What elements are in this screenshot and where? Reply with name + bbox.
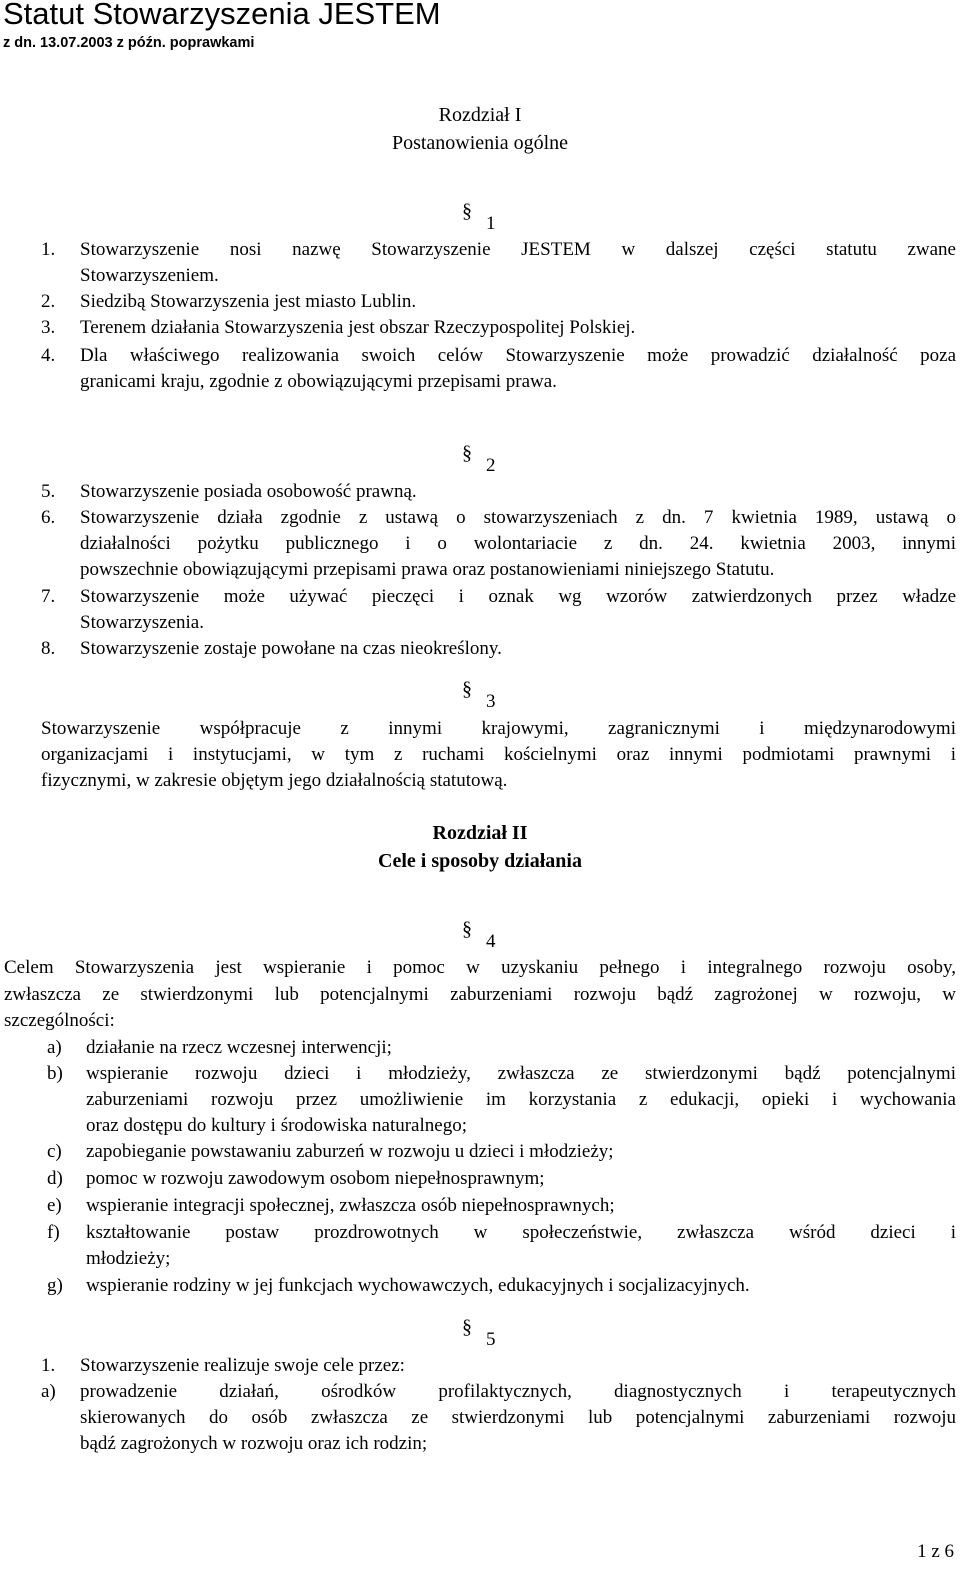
item-text-line: skierowanych do osób zwłaszcza ze stwierdzonymi lub potencjalnymi zaburzeniami rozwoju <box>80 1407 956 1428</box>
item-text-line: wspieranie integracji społecznej, zwłaszcza osób niepełnosprawnych; <box>86 1195 615 1216</box>
document-title: Statut Stowarzyszenia JESTEM <box>3 0 441 31</box>
item-number: 3. <box>41 317 56 338</box>
paragraph-line: Celem Stowarzyszenia jest wspieranie i pomoc w uzyskaniu pełnego i integralnego rozwoju osoby, <box>4 957 956 978</box>
item-number: 6. <box>41 507 56 528</box>
item-text-line: pomoc w rozwoju zawodowym osobom niepełnosprawnym; <box>86 1168 545 1189</box>
page-number: 1 z 6 <box>917 1541 954 1562</box>
section-3-heading <box>462 678 496 715</box>
document-subtitle: z dn. 13.07.2003 z późn. poprawkami <box>3 35 255 51</box>
paragraph-sign-icon: § <box>462 678 472 700</box>
section-5-heading <box>462 1316 496 1353</box>
item-text-line: Terenem działania Stowarzyszenia jest obszar Rzeczypospolitej Polskiej. <box>80 317 636 338</box>
chapter-1-label: Rozdział I <box>438 104 522 126</box>
section-number: 4 <box>486 931 496 952</box>
item-number: 4. <box>41 345 56 366</box>
chapter-2-label: Rozdział II <box>432 822 528 844</box>
paragraph-line: szczególności: <box>4 1010 115 1031</box>
chapter-1-title: Postanowienia ogólne <box>391 132 569 154</box>
item-number: 8. <box>41 638 56 659</box>
item-text-line: prowadzenie działań, ośrodków profilaktycznych, diagnostycznych i terapeutycznych <box>80 1381 956 1402</box>
item-text-line: bądź zagrożonych w rozwoju oraz ich rodzin; <box>80 1433 428 1454</box>
item-text-line: zapobieganie powstawaniu zaburzeń w rozwoju u dzieci i młodzieży; <box>86 1141 614 1162</box>
item-text-line: Stowarzyszenie realizuje swoje cele przez: <box>80 1355 405 1376</box>
item-text-line: Stowarzyszeniem. <box>80 265 219 286</box>
item-text-line: Stowarzyszenie działa zgodnie z ustawą o stowarzyszeniach z dn. 7 kwietnia 1989, ustawą o <box>80 507 956 528</box>
paragraph-sign-icon: § <box>462 200 472 222</box>
item-text-line: Siedzibą Stowarzyszenia jest miasto Lublin. <box>80 291 417 312</box>
section-2-heading <box>462 442 496 479</box>
section-number: 1 <box>486 213 496 234</box>
item-text-line: granicami kraju, zgodnie z obowiązującymi przepisami prawa. <box>80 371 557 392</box>
paragraph-sign-icon: § <box>462 442 472 464</box>
paragraph-line: zwłaszcza ze stwierdzonymi lub potencjalnymi zaburzeniami rozwoju bądź zagrożonej w rozwoju, w <box>4 984 956 1005</box>
item-letter: c) <box>47 1141 62 1162</box>
item-letter: a) <box>41 1381 56 1402</box>
chapter-2-title: Cele i sposoby działania <box>378 850 582 872</box>
item-text-line: działalności pożytku publicznego i o wolontariacie z dn. 24. kwietnia 2003, innymi <box>80 533 956 554</box>
item-letter: b) <box>47 1063 63 1084</box>
item-number: 1. <box>41 239 56 260</box>
item-text-line: zaburzeniami rozwoju przez umożliwienie im korzystania z edukacji, opieki i wychowania <box>86 1089 956 1110</box>
item-text-line: Stowarzyszenia. <box>80 612 204 633</box>
item-letter: g) <box>47 1275 63 1296</box>
item-text-line: Stowarzyszenie zostaje powołane na czas nieokreślony. <box>80 638 502 659</box>
item-number: 5. <box>41 481 56 502</box>
item-text-line: młodzieży; <box>86 1248 171 1269</box>
paragraph-line: fizycznymi, w zakresie objętym jego działalnością statutową. <box>41 770 508 791</box>
item-text-line: Stowarzyszenie nosi nazwę Stowarzyszenie JESTEM w dalszej części statutu zwane <box>80 239 956 260</box>
item-text-line: kształtowanie postaw prozdrowotnych w społeczeństwie, zwłaszcza wśród dzieci i <box>86 1222 956 1243</box>
item-text-line: Stowarzyszenie posiada osobowość prawną. <box>80 481 417 502</box>
item-number: 2. <box>41 291 56 312</box>
section-number: 2 <box>486 455 496 476</box>
section-number: 5 <box>486 1329 496 1350</box>
item-number: 1. <box>41 1355 56 1376</box>
item-letter: f) <box>47 1222 60 1243</box>
item-text-line: działanie na rzecz wczesnej interwencji; <box>86 1037 392 1058</box>
item-number: 7. <box>41 586 56 607</box>
item-letter: d) <box>47 1168 63 1189</box>
item-letter: a) <box>47 1037 62 1058</box>
paragraph-sign-icon: § <box>462 918 472 940</box>
paragraph-line: Stowarzyszenie współpracuje z innymi krajowymi, zagranicznymi i międzynarodowymi <box>41 718 956 739</box>
item-text-line: powszechnie obowiązującymi przepisami prawa oraz postanowieniami niniejszego Statutu. <box>80 559 775 580</box>
section-4-heading <box>462 918 496 955</box>
item-text-line: wspieranie rodziny w jej funkcjach wychowawczych, edukacyjnych i socjalizacyjnych. <box>86 1275 750 1296</box>
item-text-line: Stowarzyszenie może używać pieczęci i oznak wg wzorów zatwierdzonych przez władze <box>80 586 956 607</box>
item-text-line: wspieranie rozwoju dzieci i młodzieży, zwłaszcza ze stwierdzonymi bądź potencjalnymi <box>86 1063 956 1084</box>
section-number: 3 <box>486 691 496 712</box>
item-text-line: oraz dostępu do kultury i środowiska naturalnego; <box>86 1115 467 1136</box>
item-text-line: Dla właściwego realizowania swoich celów Stowarzyszenie może prowadzić działalność poza <box>80 345 956 366</box>
item-letter: e) <box>47 1195 62 1216</box>
paragraph-line: organizacjami i instytucjami, w tym z ruchami kościelnymi oraz innymi podmiotami prawnymi i <box>41 744 956 765</box>
paragraph-sign-icon: § <box>462 1316 472 1338</box>
section-1-heading <box>462 200 496 237</box>
